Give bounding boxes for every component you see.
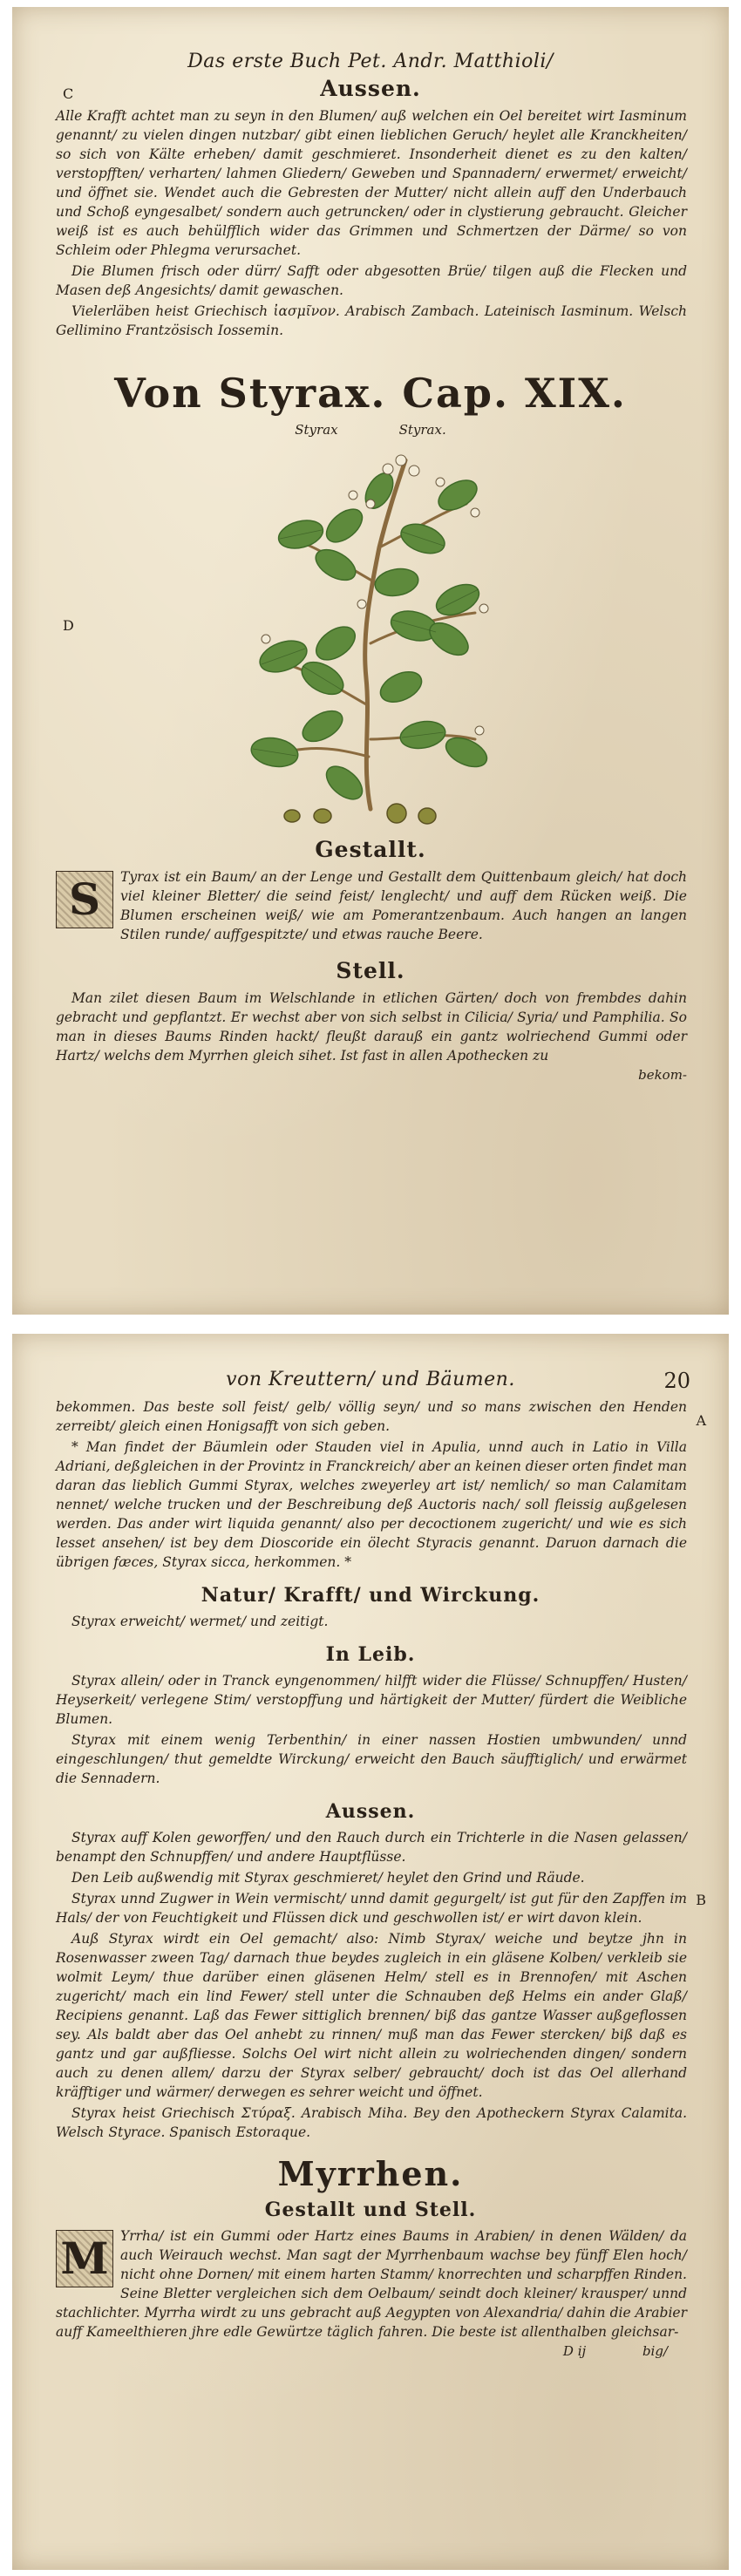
book-page-1 — [12, 7, 729, 1315]
intro-text: bekommen. Das beste soll feist/ gelb/ völlig seyn/ und so mans zwischen den Henden zerreibt/ gleich einen Honigsafft von sich geben. — [56, 1399, 687, 1434]
catchword: bekom- — [638, 1067, 687, 1083]
section-heading-stell: Stell. — [336, 958, 405, 983]
page-number: 20 — [663, 1369, 690, 1393]
inleib-paragraph: Styrax allein/ oder in Tranck eyngenommen/ hilfft wider die Flüsse/ Schnupffen/ Husten/ Heyserkeit/ verlegene Stim/ verstopffung und härtigkeit der Mutter/ fürdert die Weibliche Blumen. — [56, 1673, 687, 1727]
margin-letter-a: A — [696, 1412, 706, 1429]
margin-letter-d: D — [63, 617, 74, 634]
aussen-paragraph: Die Blumen frisch oder dürr/ Safft oder abgesotten Brüe/ tilgen auß die Flecken und Masen deß Angesichts/ damit gewaschen. — [56, 263, 687, 298]
aussen-paragraph: Styrax auff Kolen geworffen/ und den Rauch durch ein Trichterle in die Nasen gelassen/ benampt den Schnupffen/ und andere Hauptflüsse. — [56, 1830, 687, 1865]
aussen-paragraph: Styrax unnd Zugwer in Wein vermischt/ unnd damit gegurgelt/ ist gut für den Zapffen im Hals/ der von Feuchtigkeit und Flüssen dick und geschwollen ist/ er wirt davon klein. — [56, 1891, 687, 1926]
margin-letter-c: C — [63, 85, 74, 102]
running-head: von Kreuttern/ und Bäumen. — [226, 1369, 515, 1390]
section-heading-aussen: Aussen. — [325, 1800, 416, 1823]
section-heading-gestallt-und-stell: Gestallt und Stell. — [264, 2199, 477, 2221]
gestallt-text-block — [56, 867, 687, 944]
intro-text-block — [56, 1397, 687, 1572]
signature-mark: D ij — [562, 2343, 587, 2359]
leaf-cluster — [249, 468, 492, 805]
natur-text-block — [56, 1612, 687, 1631]
margin-letter-b: B — [696, 1892, 706, 1908]
footer-signature-line — [12, 2343, 668, 2359]
illustration-caption — [12, 422, 729, 438]
chapter-title: Von Styrax. Cap. XIX. — [114, 370, 627, 417]
catchword: big/ — [642, 2343, 668, 2359]
decorated-initial-m: M — [56, 2230, 113, 2287]
aussen-text-block — [56, 106, 687, 340]
aussen-paragraph: Alle Krafft achtet man zu seyn in den Blumen/ auß welchen ein Oel bereitet wirt Iasminum genannt/ zu vielen dingen nutzbar/ gibt einen lieblichen Geruch/ heylet alle Kranckheiten/ so sich von Kälte erheben/ damit geschmieret. Insonderheit dienet es zu den kalten/ verstopfften/ verharten/ lahmen Gliedern/ Geweben und Spannadern/ erwermet/ erweicht/ und öffnet sie. Wendet auch die Gebresten der Mutter/ nicht allein auff den Underbauch und Schoß eyngesalbet/ sondern auch getruncken/ oder in clystierung gebraucht. Gleicher weiß ist es auch behülfflich wider das Grimmen und Schmertzen der Därme/ so von Schleim oder Phlegma verursachet. — [56, 108, 687, 258]
inleib-paragraph: Styrax mit einem wenig Terbenthin/ in einer nassen Hostien umbwunden/ unnd eingeschlungen/ thut gemeldte Wirckung/ erweicht den Bauch säufftiglich/ und erwärmet die Sennadern. — [56, 1732, 687, 1786]
book-page-2 — [12, 1334, 729, 2570]
berries — [284, 804, 436, 824]
natur-text: Styrax erweicht/ wermet/ und zeitigt. — [71, 1614, 329, 1629]
caption-right: Styrax. — [398, 422, 446, 438]
aussen-paragraph: Vielerläben heist Griechisch ἰασμῖνον. Arabisch Zambach. Lateinisch Iasminum. Welsch Gellimino Frantzösisch Iossemin. — [56, 303, 687, 338]
myrrhen-title: Myrrhen. — [277, 2154, 464, 2193]
annotation-note: * Man findet der Bäumlein oder Stauden viel in Apulia, unnd auch in Latio in Villa Adriani, deßgleichen in der Provintz in Franckreich/ aber an keinen dieser orten findet man daran das lieblich Gummi Styrax, welches zweyerley art ist/ nemlich/ so man Calamitam nennet/ welche trucken und der Beschreibung deß Auctoris nach/ soll fleissig außgelesen werden. Das ander wirt liquida genannt/ also per decoctionem zugericht/ und wie es sich lesset ansehen/ ist bey dem Dioscoride ein ölecht Styracis genannt. Daruon darnach die übrigen fæces, Styrax sicca, herkommen. * — [56, 1439, 687, 1570]
myrrhen-text: Yrrha/ ist ein Gummi oder Hartz eines Baums in Arabien/ in denen Wälden/ da auch Weirauch wechst. Man sagt der Myrrhenbaum wachse bey fünff Elen hoch/ nicht ohne Dornen/ mit einem harten Stamm/ knorrechten und scharpffen Rinden. Seine Bletter vergleichen sich dem Oelbaum/ seindt doch kleiner/ krausper/ unnd stachlichter. Myrrha wirdt zu uns gebracht auß Aegypten von Alexandria/ dahin die Arabier auff Kameelthieren jhre edle Gewürtze täglich fahren. Die beste ist allenthalben gleichsar- — [56, 2228, 687, 2340]
caption-left: Styrax — [295, 422, 338, 438]
aussen-paragraph: Den Leib außwendig mit Styrax geschmieret/ heylet den Grind und Räude. — [71, 1870, 585, 1886]
section-heading-in-leib: In Leib. — [325, 1643, 416, 1666]
aussen-paragraph: Auß Styrax wirdt ein Oel gemacht/ also: Nimb Styrax/ weiche und beytze jhn in Rosenwasser zween Tag/ darnach thue beydes zugleich in ein gläsene Kolben/ verkleib sie wolmit Leym/ thue darüber einen gläsenen Helm/ stell es in Brennofen/ mit Aschen zugericht/ mach ein lind Fewer/ stell unter die Schnauben deß Helms ein ander Glaß/ Recipiens genannt. Laß das Fewer sittiglich brennen/ biß das gantze Wasser außgeflossen sey. Als baldt aber das Oel anhebt zu rinnen/ muß man das Fewer stercken/ biß daß es gantz und gar außfliesse. Solchs Oel wirt nicht allein zu wolriechenden dingen/ sondern auch zu denen allem/ darzu der Styrax selber/ gebraucht/ doch ist das Oel allerhand kräfftiger und wärmer/ derwegen es sehrer weicht und öffnet. — [56, 1931, 687, 2100]
gestallt-text: Tyrax ist ein Baum/ an der Lenge und Gestallt dem Quittenbaum gleich/ hat doch viel kleiner Bletter/ die seind feist/ lenglecht/ und auff dem Rücken weiß. Die Blumen erscheinen weiß/ wie am Pomerantzenbaum. Auch hangen an langen Stilen runde/ auffgespitzte/ und etwas rauche Beere. — [120, 869, 687, 942]
myrrhen-text-block — [56, 2226, 687, 2342]
section-heading-gestallt: Gestallt. — [315, 837, 426, 862]
aussen-paragraph: Styrax heist Griechisch Στύραξ. Arabisch Miha. Bey den Apotheckern Styrax Calamita. Welsch Styrace. Spanisch Estoraque. — [56, 2105, 687, 2140]
decorated-initial-s: S — [56, 871, 113, 928]
stell-text-block — [56, 989, 687, 1065]
stell-text: Man zilet diesen Baum im Welschlande in etlichen Gärten/ doch von frembdes dahin gebracht und gepflantzt. Er wechst aber von sich selbst in Cilicia/ Syria/ und Pamphilia. So man in dieses Baums Rinden hackt/ fleußt darauß ein gantz wolriechend Gummi oder Hartz/ welchs dem Myrrhen gleich sihet. Ist fast in allen Apothecken zu — [56, 990, 687, 1064]
styrax-plant-illustration — [240, 443, 501, 826]
section-heading-aussen: Aussen. — [320, 76, 421, 101]
running-head: Das erste Buch Pet. Andr. Matthioli/ — [187, 51, 554, 72]
aussen-text-block — [56, 1828, 687, 2142]
inleib-text-block — [56, 1671, 687, 1788]
section-heading-natur: Natur/ Krafft/ und Wirckung. — [201, 1584, 540, 1607]
